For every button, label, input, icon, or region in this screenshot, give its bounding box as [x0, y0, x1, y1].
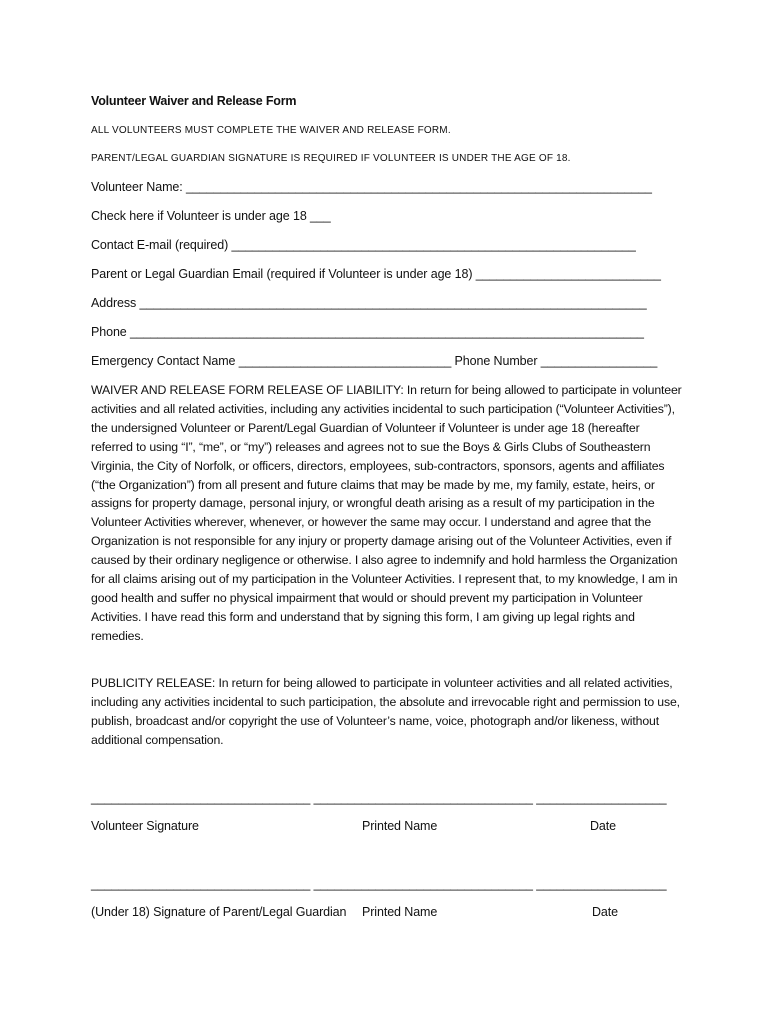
signature-line-row-1[interactable]: ________________________________ ________________________________ ___________________: [91, 791, 667, 805]
emergency-contact-field[interactable]: Emergency Contact Name _______________________________ Phone Number _________________: [91, 354, 658, 368]
contact-email-field[interactable]: Contact E-mail (required) ___________________________________________________________: [91, 238, 636, 252]
guardian-email-field[interactable]: Parent or Legal Guardian Email (required if Volunteer is under age 18) ___________________________: [91, 267, 661, 281]
signature-line-row-2[interactable]: ________________________________ ________________________________ ___________________: [91, 877, 667, 891]
volunteer-name-field[interactable]: Volunteer Name: ____________________________________________________________________: [91, 180, 652, 194]
under-18-checkbox-field[interactable]: Check here if Volunteer is under age 18 ___: [91, 209, 331, 223]
guardian-date-label: Date: [592, 905, 619, 919]
notice-all-volunteers: ALL VOLUNTEERS MUST COMPLETE THE WAIVER AND RELEASE FORM.: [91, 125, 451, 136]
notice-guardian-signature: PARENT/LEGAL GUARDIAN SIGNATURE IS REQUIRED IF VOLUNTEER IS UNDER THE AGE OF 18.: [91, 153, 571, 164]
phone-field[interactable]: Phone ___________________________________________________________________________: [91, 325, 644, 339]
form-title: Volunteer Waiver and Release Form: [91, 94, 297, 108]
volunteer-signature-label: Volunteer Signature: [91, 819, 199, 833]
printed-name-label: Printed Name: [362, 819, 438, 833]
date-label: Date: [590, 819, 617, 833]
guardian-signature-label: (Under 18) Signature of Parent/Legal Guardian: [91, 905, 347, 919]
address-field[interactable]: Address __________________________________________________________________________: [91, 296, 647, 310]
waiver-release-paragraph: WAIVER AND RELEASE FORM RELEASE OF LIABILITY: In return for being allowed to participate in volunteer activities and all related activities, including any activities incidental to such participation (“Volunteer Activities”), the undersigned Volunteer or Parent/Legal Guardian of Volunteer if Volunteer is under age 18 (hereafter referred to using “I”, “me”, or “my”) releases and agrees not to sue the Boys & Girls Clubs of Southeastern Virginia, the City of Norfolk, or officers, directors, employees, sub-contractors, sponsors, agents and affiliates (“the Organization”) from all present and future claims that may be made by me, my family, estate, heirs, or assigns for property damage, personal injury, or wrongful death arising as a result of my participation in the Volunteer Activities wherever, whenever, or however the same may occur. I understand and agree that the Organization is not responsible for any injury or property damage arising out of the Volunteer Activities, even if caused by their ordinary negligence or otherwise. I also agree to indemnify and hold harmless the Organization for all claims arising out of my participation in the Volunteer Activities. I represent that, to my knowledge, I am in good health and suffer no physical impairment that would or should prevent my participation in Volunteer Activities. I have read this form and understand that by signing this form, I am giving up legal rights and remedies.: [91, 383, 682, 643]
publicity-release-paragraph: PUBLICITY RELEASE: In return for being allowed to participate in volunteer activities and all related activities, including any activities incidental to such participation, the absolute and irrevocable right and permission to use, publish, broadcast and/or copyright the use of Volunteer’s name, voice, photograph and/or likeness, without additional compensation.: [91, 676, 680, 747]
guardian-printed-name-label: Printed Name: [362, 905, 438, 919]
